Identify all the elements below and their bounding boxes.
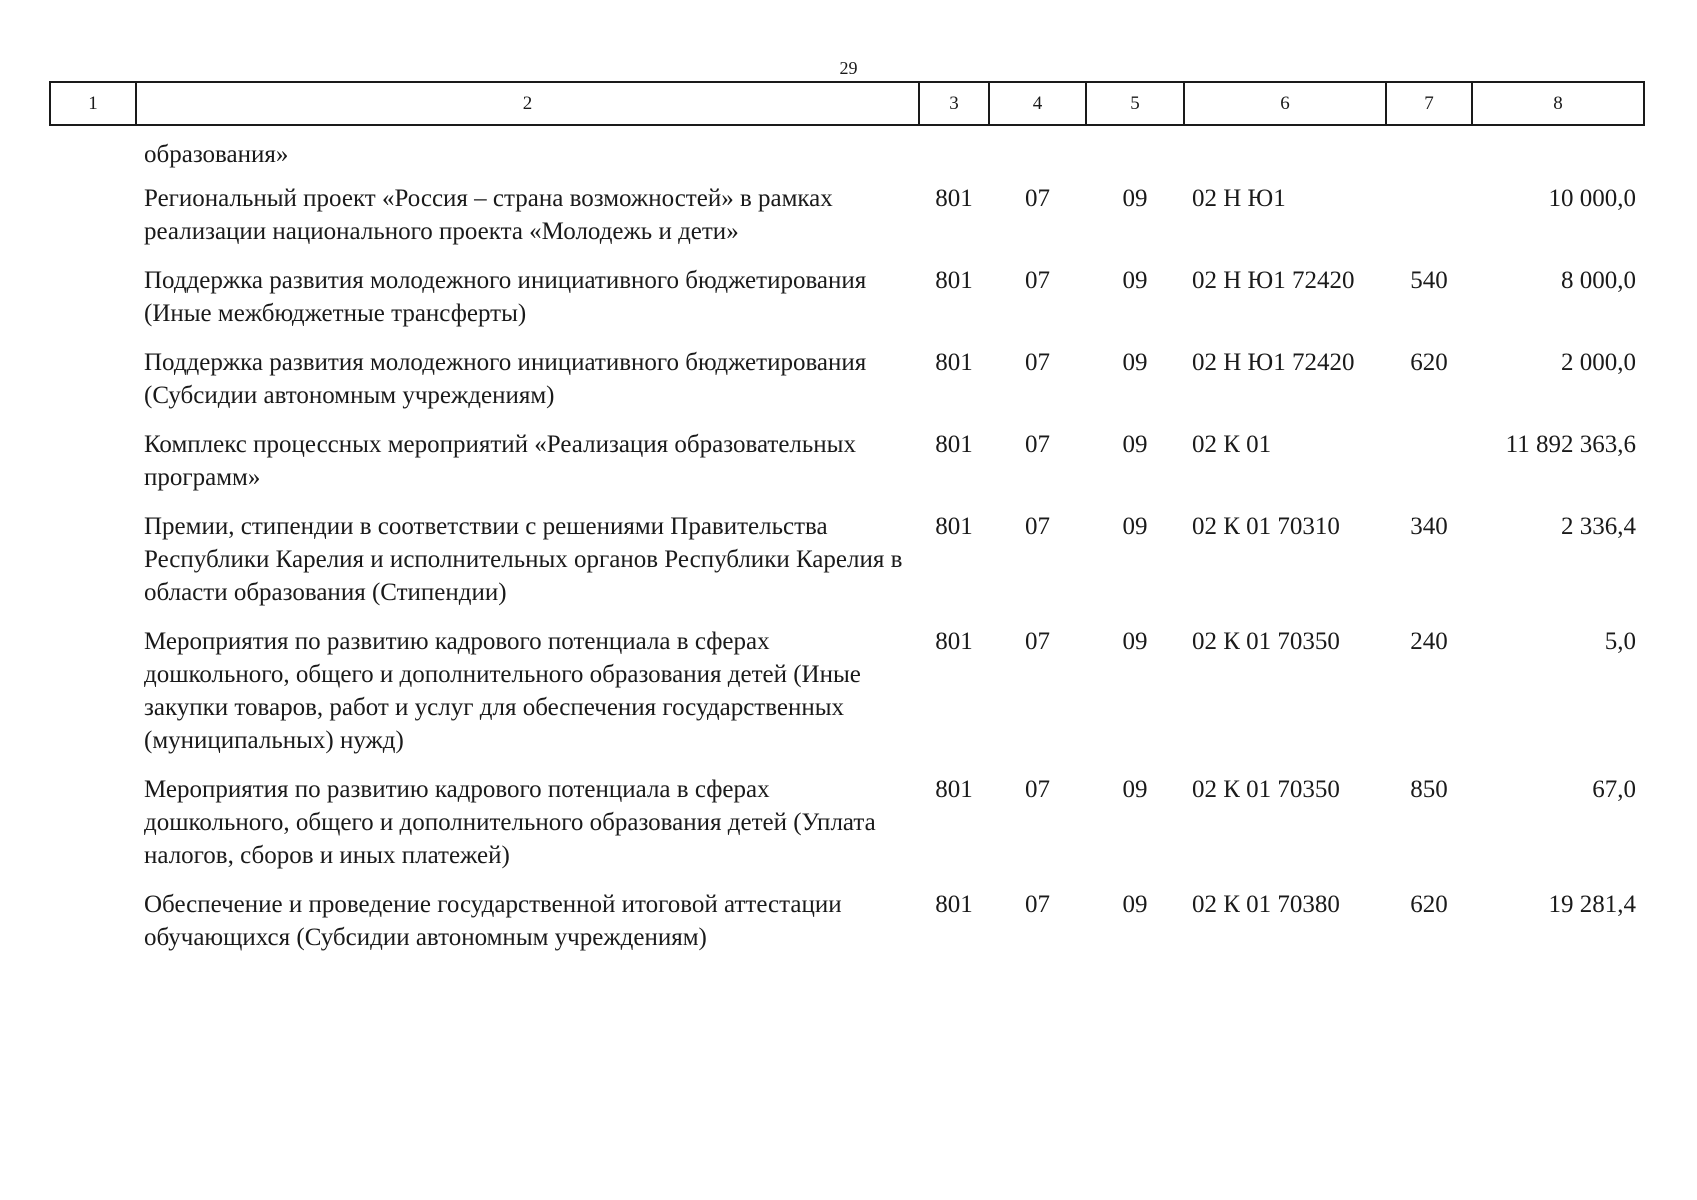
table-row [50,125,1644,182]
table-cell-name: Обеспечение и проведение государственной итоговой аттестации обучающихся (Субсидии автономным учреждениям) [144,891,842,951]
table-cell-c4: 07 [1025,185,1050,212]
table-cell-c4: 07 [1025,349,1050,376]
table-cell-c8: 8 000,0 [1561,267,1636,294]
budget-table [49,81,1645,970]
table-cell-name: Поддержка развития молодежного инициативного бюджетирования (Субсидии автономным учреждениям) [144,349,867,409]
table-cell-name: Комплекс процессных мероприятий «Реализация образовательных программ» [144,431,856,491]
table-cell-c3: 801 [935,349,973,376]
table-cell-c8: 19 281,4 [1548,891,1636,918]
table-cell-c4: 07 [1025,776,1050,803]
table-cell-c5: 09 [1122,513,1148,540]
table-cell-c6: 02 К 01 70380 [1192,891,1340,918]
table-cell-c6: 02 Н Ю1 72420 [1192,349,1355,376]
table-cell-c3: 801 [935,776,973,803]
table-cell-name: Мероприятия по развитию кадрового потенциала в сферах дошкольного, общего и дополнительного образования детей (Иные закупки товаров, работ и услуг для обеспечения государственных (муниципальных) нужд) [144,628,861,754]
table-cell-c6: 02 Н Ю1 72420 [1192,267,1355,294]
header-cell-5: 5 [1086,82,1184,125]
table-cell-name: образования» [144,141,289,168]
table-cell-c5 [1086,125,1184,182]
table-cell-c5: 09 [1122,185,1148,212]
page-number: 29 [839,58,858,78]
table-cell-c3: 801 [935,628,973,655]
table-cell-c3: 801 [935,185,973,212]
table-cell-c8 [1472,125,1644,182]
table-cell-c8: 10 000,0 [1548,185,1636,212]
table-cell-c6: 02 Н Ю1 [1192,185,1286,212]
table-cell-c3: 801 [935,431,973,458]
header-cell-2: 2 [136,82,919,125]
table-cell-c6: 02 К 01 70350 [1192,776,1340,803]
table-cell-c4 [989,125,1086,182]
table-row [50,510,1644,625]
table-cell-c6: 02 К 01 70350 [1192,628,1340,655]
table-cell-c8: 5,0 [1604,628,1636,655]
table-cell-name: Мероприятия по развитию кадрового потенциала в сферах дошкольного, общего и дополнительного образования детей (Уплата налогов, сборов и иных платежей) [144,776,876,869]
table-cell-c7: 240 [1410,628,1448,655]
table-body [50,125,1644,970]
table-cell-c3: 801 [935,513,973,540]
table-row [50,625,1644,773]
table-cell-c5: 09 [1122,349,1148,376]
header-cell-8: 8 [1472,82,1644,125]
table-cell-c5: 09 [1122,267,1148,294]
table-cell-c4: 07 [1025,267,1050,294]
table-row [50,888,1644,970]
table-row [50,182,1644,264]
table-cell-c3 [919,125,989,182]
table-cell-c8: 2 336,4 [1561,513,1636,540]
table-cell-name: Региональный проект «Россия – страна возможностей» в рамках реализации национального проекта «Молодежь и дети» [144,185,833,245]
table-cell-c8: 67,0 [1592,776,1636,803]
table-cell-c6: 02 К 01 [1192,431,1272,458]
table-cell-c6 [1184,125,1386,182]
table-cell-c4: 07 [1025,628,1050,655]
header-row [50,82,1644,125]
table-cell-c4: 07 [1025,891,1050,918]
header-cell-6: 6 [1184,82,1386,125]
table-cell-c7 [1386,182,1472,264]
table-cell-c5: 09 [1122,891,1148,918]
header-cell-3: 3 [919,82,989,125]
table-cell-c7: 340 [1410,513,1448,540]
table-cell-c7: 620 [1410,891,1448,918]
table-cell-c7: 620 [1410,349,1448,376]
table-cell-c8: 11 892 363,6 [1505,431,1636,458]
table-cell-c8: 2 000,0 [1561,349,1636,376]
table-cell-name: Премии, стипендии в соответствии с решениями Правительства Республики Карелия и исполнительных органов Республики Карелия в области образования (Стипендии) [144,513,903,606]
header-cell-4: 4 [989,82,1086,125]
table-cell-c7 [1386,428,1472,510]
table-cell-name: Поддержка развития молодежного инициативного бюджетирования (Иные межбюджетные трансферты) [144,267,867,327]
table-cell-c4: 07 [1025,431,1050,458]
table-cell-c6: 02 К 01 70310 [1192,513,1340,540]
table-cell-c4: 07 [1025,513,1050,540]
table-cell-c7: 850 [1410,776,1448,803]
table-row [50,428,1644,510]
table-row [50,264,1644,346]
table-cell-c5: 09 [1122,776,1148,803]
header-cell-7: 7 [1386,82,1472,125]
table-cell-c7: 540 [1410,267,1448,294]
table-row [50,773,1644,888]
table-cell-c3: 801 [935,267,973,294]
header-cell-1: 1 [50,82,136,125]
table-row [50,346,1644,428]
table-cell-c7 [1386,125,1472,182]
table-cell-c5: 09 [1122,628,1148,655]
table-cell-c3: 801 [935,891,973,918]
table-cell-c5: 09 [1122,431,1148,458]
